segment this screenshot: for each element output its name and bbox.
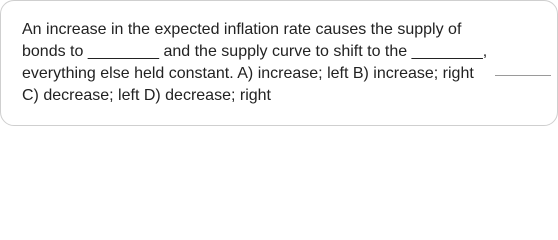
question-line-1: An increase in the expected inflation rate causes the supply of (22, 21, 462, 38)
question-line-4: C) decrease; left D) decrease; right (22, 87, 271, 104)
question-line-3: everything else held constant. A) increase; left B) increase; right (22, 65, 474, 82)
question-line-2: bonds to ________ and the supply curve to shift to the ________, (22, 43, 488, 60)
question-text (22, 19, 542, 107)
stray-line-divider (495, 75, 551, 76)
